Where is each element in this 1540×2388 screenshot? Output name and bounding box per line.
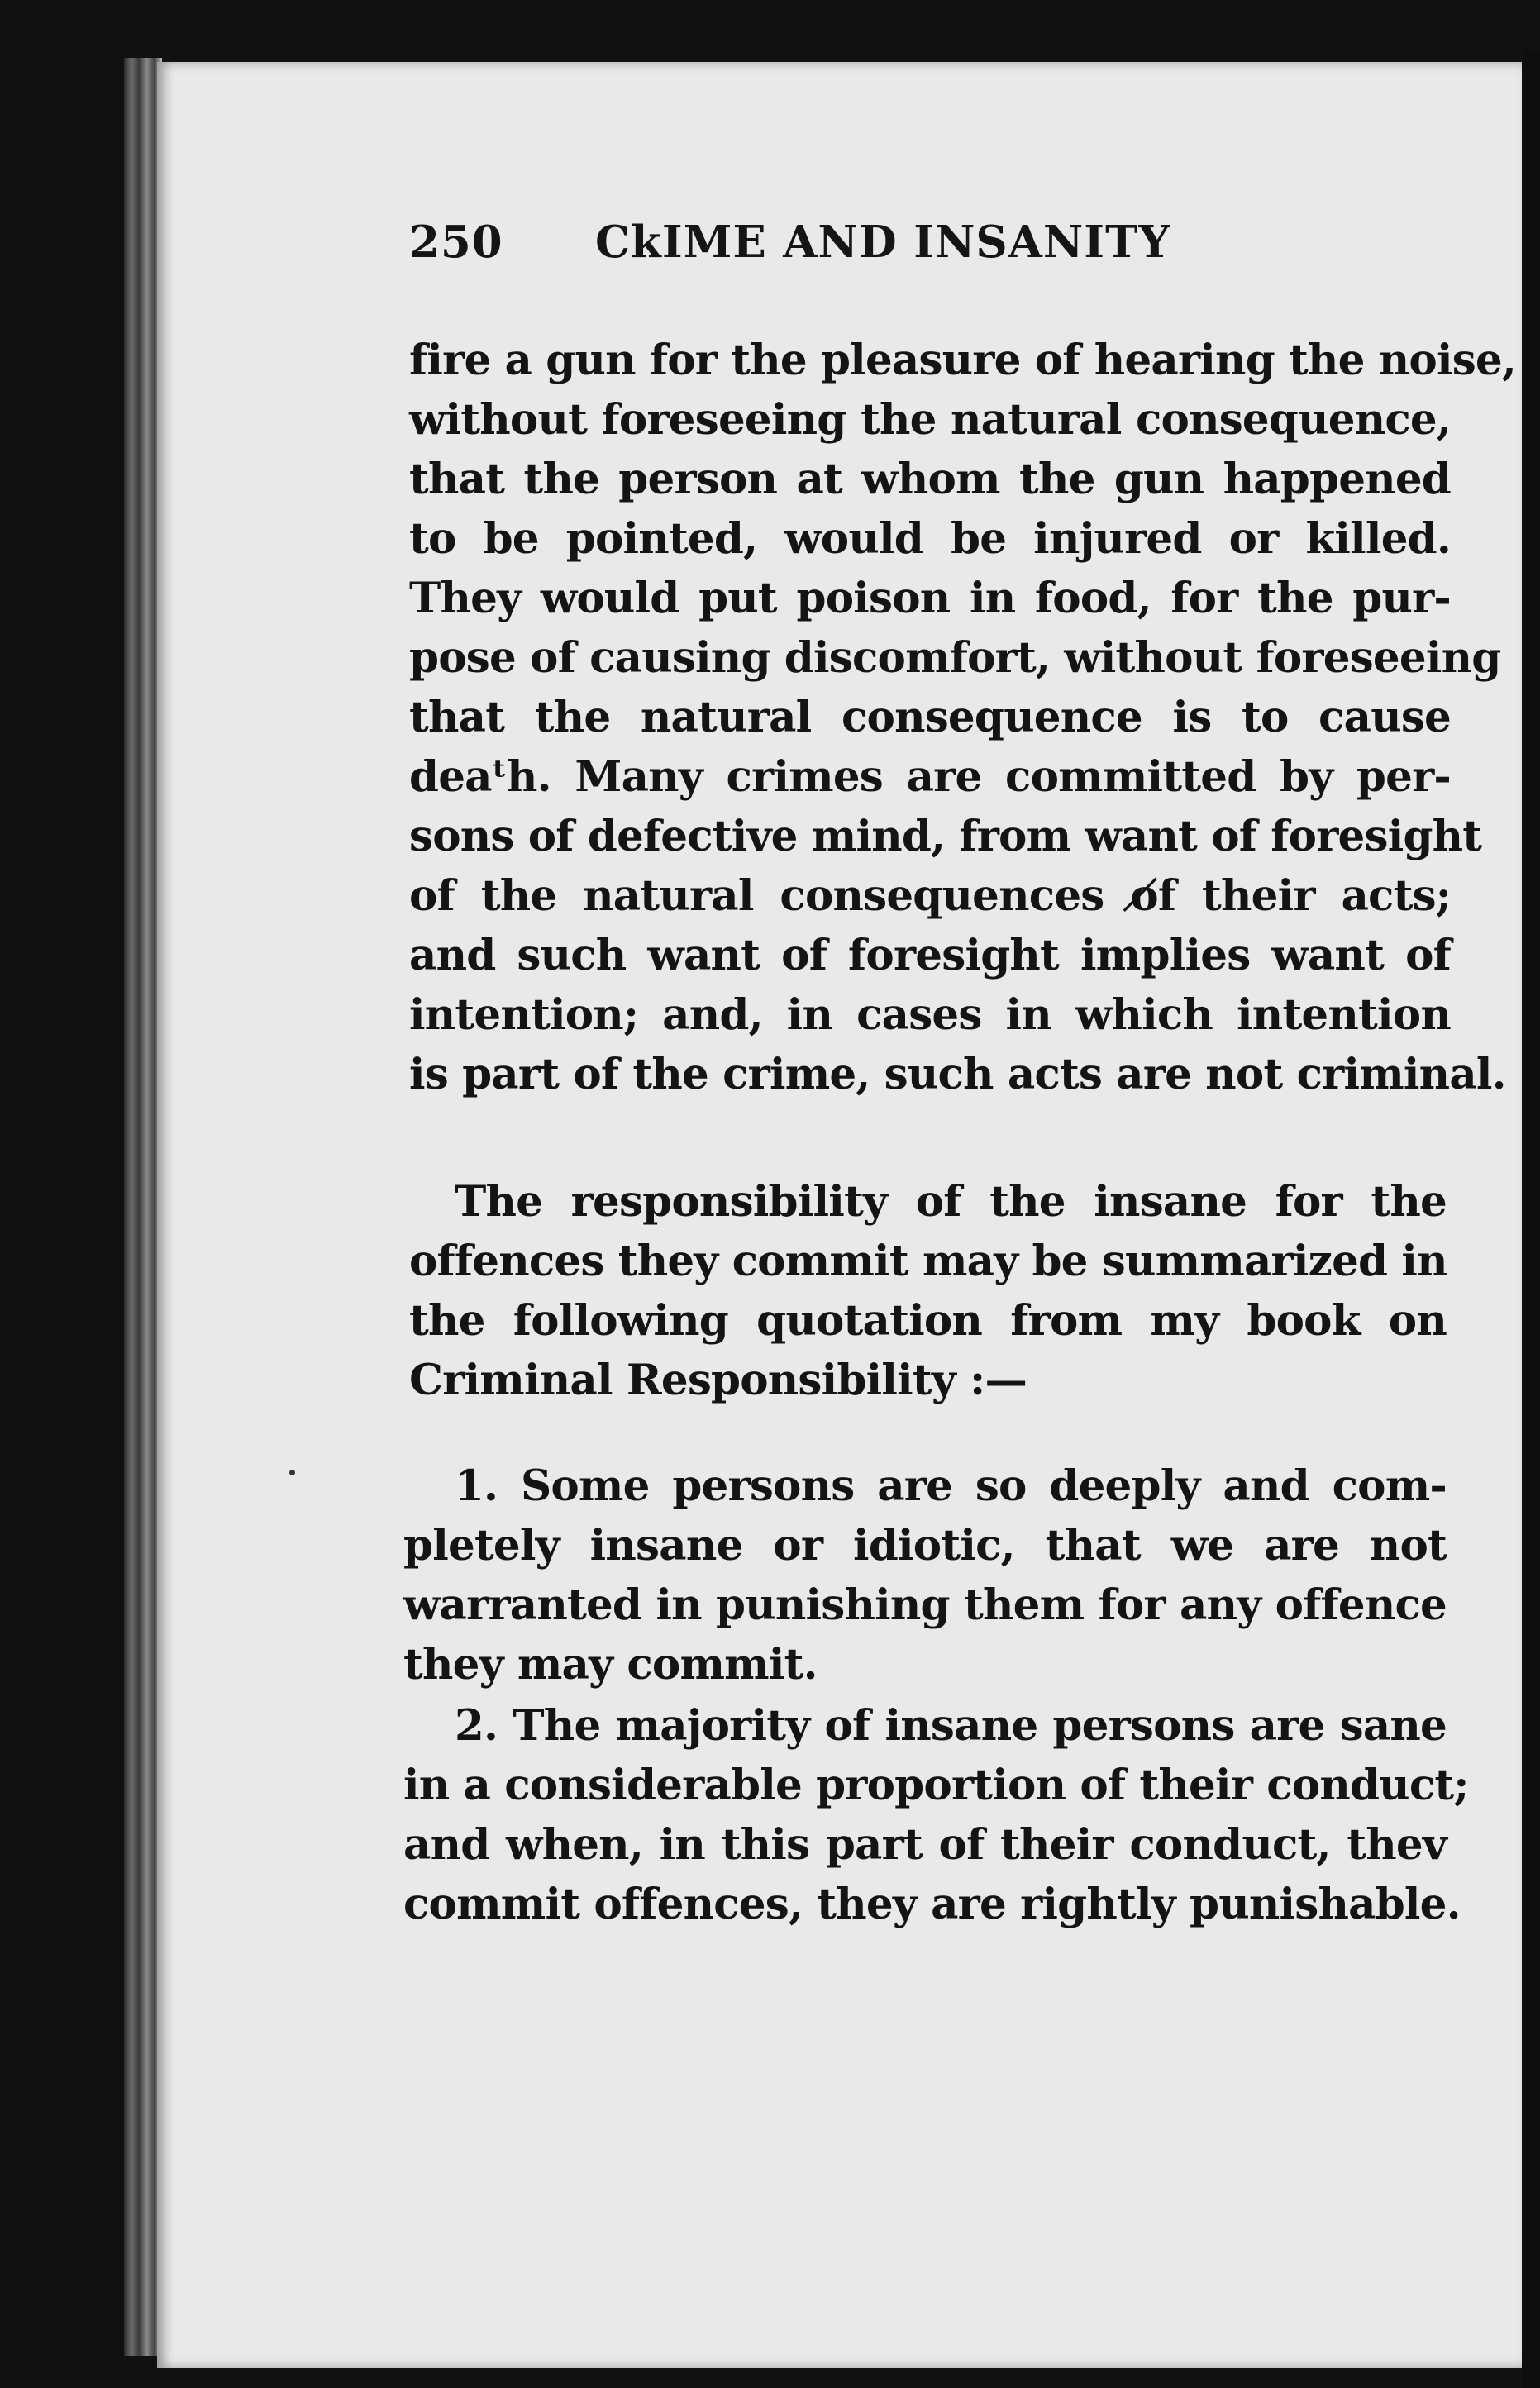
- text-line: They would put poison in food, for the pur-: [409, 574, 1451, 623]
- text-line: deaᵗh. Many crimes are committed by per-: [409, 752, 1451, 802]
- text-line: Criminal Responsibility :—: [409, 1356, 1027, 1405]
- text-line: and such want of foresight implies want of: [409, 931, 1451, 980]
- text-line: warranted in punishing them for any offence: [403, 1580, 1447, 1630]
- text-line: the following quotation from my book on: [409, 1296, 1447, 1346]
- text-line: 2. The majority of insane persons are sane: [455, 1701, 1447, 1751]
- running-title: CkIME AND INSANITY: [595, 217, 1171, 268]
- text-line: is part of the crime, such acts are not criminal.: [409, 1050, 1506, 1099]
- text-line: to be pointed, would be injured or killed.: [409, 514, 1451, 564]
- text-line: they may commit.: [403, 1640, 818, 1690]
- text-line: and when, in this part of their conduct, thev: [403, 1820, 1447, 1870]
- text-line: that the natural consequence is to cause: [409, 693, 1451, 742]
- text-line: 1. Some persons are so deeply and com-: [455, 1461, 1447, 1511]
- text-line: without foreseeing the natural consequence,: [409, 395, 1451, 445]
- text-line: pletely insane or idiotic, that we are not: [403, 1521, 1447, 1571]
- text-line: of the natural consequences o̸f their acts;: [409, 871, 1451, 921]
- text-line: that the person at whom the gun happened: [409, 455, 1451, 504]
- paragraph-responsibility: [409, 1172, 1447, 1410]
- text-line: The responsibility of the insane for the: [455, 1177, 1447, 1227]
- numbered-item-1: [403, 1456, 1447, 1694]
- paragraph-fire-a-gun: [409, 331, 1517, 1104]
- text-line: intention; and, in cases in which intention: [409, 990, 1451, 1040]
- text-line: commit offences, they are rightly punishable.: [403, 1880, 1461, 1929]
- numbered-item-2: [403, 1696, 1469, 1934]
- page-number: 250: [409, 217, 503, 268]
- text-line: pose of causing discomfort, without foreseeing: [409, 633, 1501, 683]
- ink-speck: [289, 1470, 295, 1475]
- text-line: in a considerable proportion of their conduct;: [403, 1761, 1469, 1810]
- running-header: [409, 217, 1285, 268]
- page-right-border: [1522, 50, 1540, 2388]
- text-line: fire a gun for the pleasure of hearing the noise,: [409, 336, 1517, 385]
- text-line: offences they commit may be summarized in: [409, 1237, 1447, 1286]
- text-line: sons of defective mind, from want of foresight: [409, 812, 1482, 861]
